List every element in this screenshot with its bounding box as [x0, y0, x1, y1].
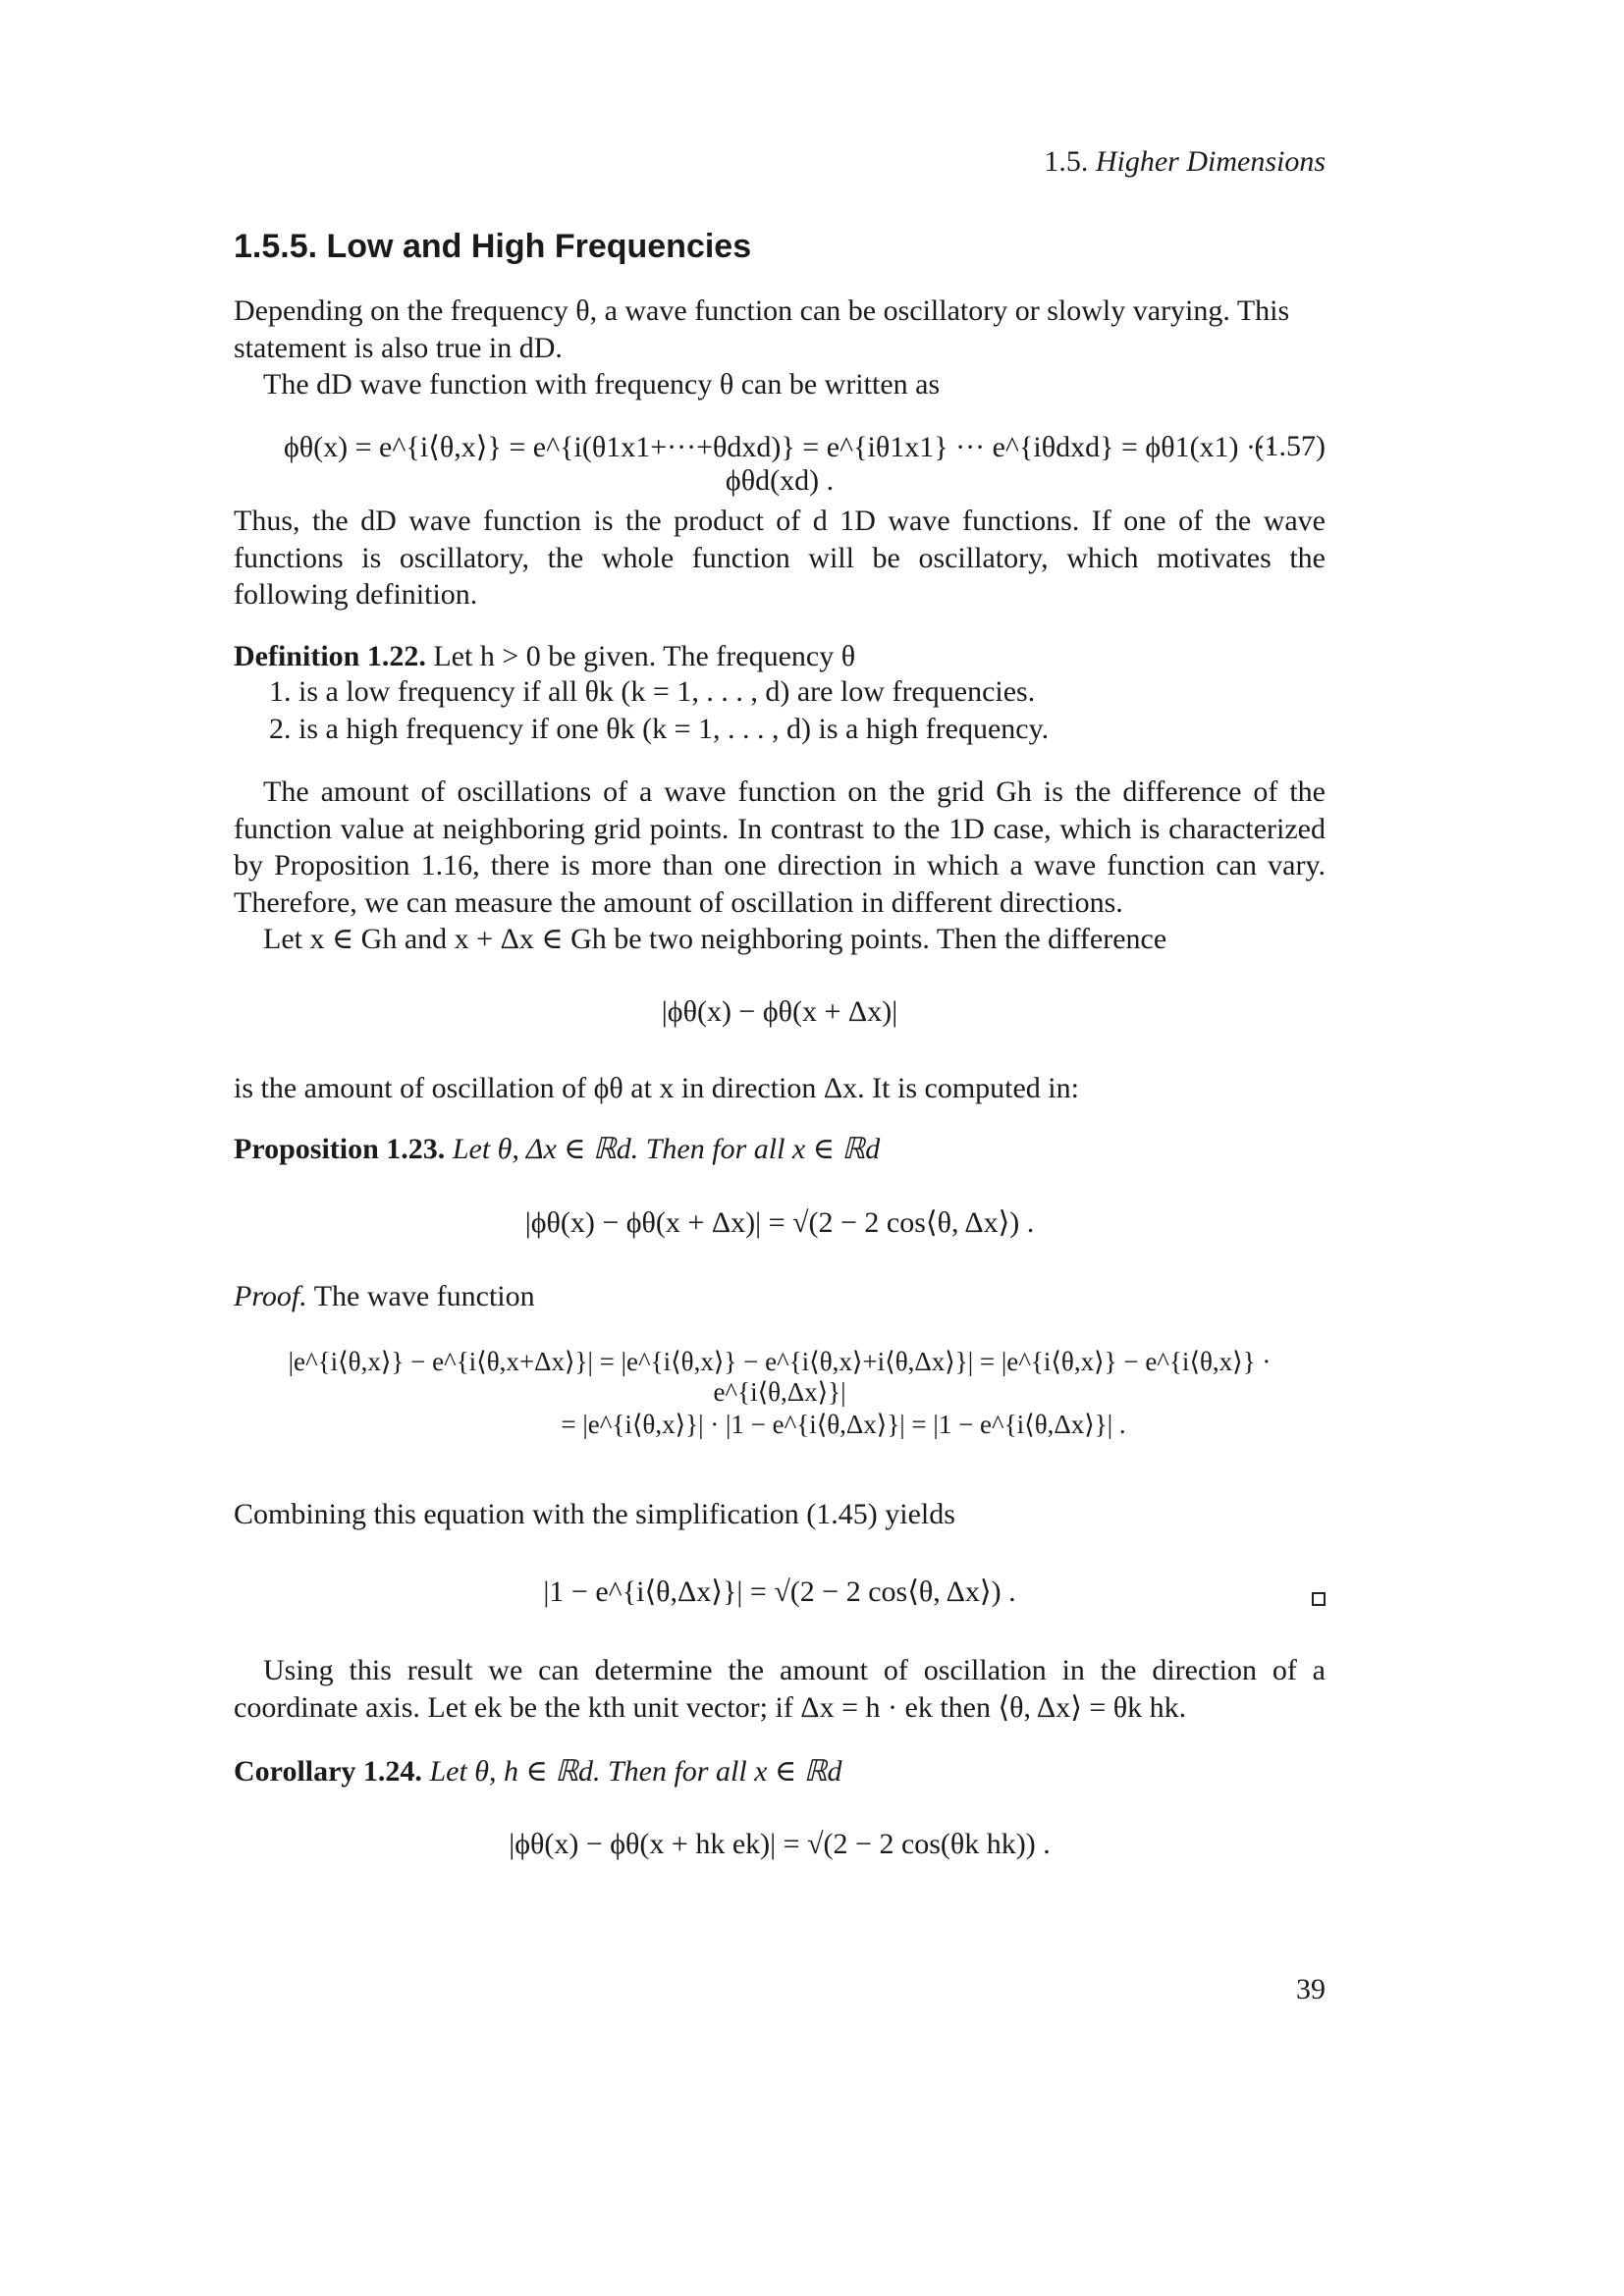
running-head-title: Higher Dimensions: [1095, 145, 1326, 178]
proof-text: The wave function: [313, 1280, 535, 1312]
running-head-number: 1.5.: [1044, 145, 1089, 178]
proof-intro: [234, 1278, 1326, 1315]
equation-difference: |ϕθ(x) − ϕθ(x + Δx)|: [661, 995, 898, 1028]
definition-text: Let h > 0 be given. The frequency θ: [433, 640, 856, 672]
running-head: [1044, 145, 1326, 179]
section-heading: 1.5.5. Low and High Frequencies: [234, 228, 752, 265]
page-number: 39: [1296, 1973, 1326, 2005]
corollary-1-24: [234, 1753, 1326, 1790]
equation-number-1-57: (1.57): [1254, 430, 1326, 462]
equation-proof-line2: = |e^{i⟨θ,x⟩}| · |1 − e^{i⟨θ,Δx⟩}| = |1 − e^{i⟨θ,Δx⟩}| .: [561, 1410, 1126, 1439]
corollary-label: Corollary 1.24.: [234, 1755, 422, 1788]
paragraph-intro-line1: Depending on the frequency θ, a wave function can be oscillatory or slowly varying. This: [234, 294, 1290, 327]
equation-proof-final: |1 − e^{i⟨θ,Δx⟩}| = √(2 − 2 cos⟨θ, Δx⟩) .: [543, 1575, 1016, 1608]
paragraph-wave-intro: The dD wave function with frequency θ can be written as: [263, 368, 941, 400]
proposition-label: Proposition 1.23.: [234, 1133, 446, 1165]
qed-box-icon: [1312, 1592, 1326, 1606]
paragraph-oscillations: The amount of oscillations of a wave function on the grid Gh is the difference of the function value at neighboring grid points. In contrast to the 1D case, which is characterized by Proposition 1.16, there is more than one direction in which a wave function can vary. Therefore, we can measure the amount of oscillation in different directions.: [234, 775, 1326, 919]
equation-proof-line1: |e^{i⟨θ,x⟩} − e^{i⟨θ,x+Δx⟩}| = |e^{i⟨θ,x⟩} − e^{i⟨θ,x⟩+i⟨θ,Δx⟩}| = |e^{i⟨θ,x⟩} − e^{i⟨θ,x⟩} · e^{i⟨θ,Δx⟩}|: [288, 1347, 1272, 1407]
definition-item-2: 2. is a high frequency if one θk (k = 1, . . . , d) is a high frequency.: [269, 713, 1050, 745]
paragraph-amount: is the amount of oscillation of ϕθ at x in direction Δx. It is computed in:: [234, 1072, 1079, 1104]
equation-1-57: ϕθ(x) = e^{i⟨θ,x⟩} = e^{i(θ1x1+···+θdxd)} = e^{iθ1x1} ··· e^{iθdxd} = ϕθ1(x1) ··· ϕθd(xd) .: [283, 431, 1276, 497]
equation-corollary: |ϕθ(x) − ϕθ(x + hk ek)| = √(2 − 2 cos(θk hk)) .: [509, 1828, 1051, 1860]
paragraph-coordinate-axis: Using this result we can determine the amount of oscillation in the direction of a coordinate axis. Let ek be the kth unit vector; if Δx = h · ek then ⟨θ, Δx⟩ = θk hk.: [234, 1654, 1326, 1724]
paragraph-intro-line2: statement is also true in dD.: [234, 331, 563, 364]
equation-proposition: |ϕθ(x) − ϕθ(x + Δx)| = √(2 − 2 cos⟨θ, Δx⟩) .: [524, 1206, 1035, 1239]
proof-label: Proof.: [234, 1280, 307, 1312]
paragraph-intro: [234, 293, 1326, 366]
proposition-1-23: [234, 1131, 1326, 1168]
proposition-text: Let θ, Δx ∈ ℝd. Then for all x ∈ ℝd: [452, 1133, 881, 1165]
paragraph-combining: Combining this equation with the simplification (1.45) yields: [234, 1498, 955, 1530]
corollary-text: Let θ, h ∈ ℝd. Then for all x ∈ ℝd: [429, 1755, 842, 1788]
definition-item-1: 1. is a low frequency if all θk (k = 1, . . . , d) are low frequencies.: [269, 675, 1036, 708]
definition-label: Definition 1.22.: [234, 640, 426, 672]
paragraph-product: Thus, the dD wave function is the product of d 1D wave functions. If one of the wave functions is oscillatory, the whole function will be oscillatory, which motivates the following definition.: [234, 505, 1326, 611]
paragraph-neighbors: Let x ∈ Gh and x + Δx ∈ Gh be two neighboring points. Then the difference: [263, 923, 1167, 955]
definition-1-22: [234, 638, 1326, 675]
